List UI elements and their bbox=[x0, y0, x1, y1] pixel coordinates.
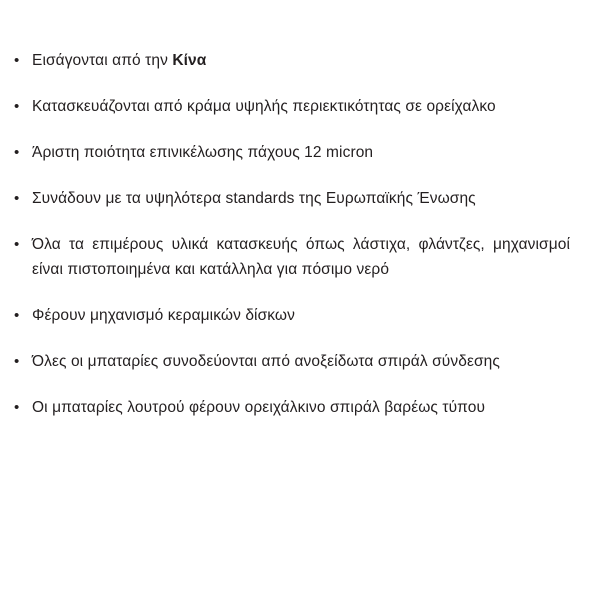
list-item-text bbox=[32, 349, 570, 374]
list-item-text bbox=[32, 186, 570, 211]
list-item bbox=[14, 94, 570, 119]
list-item-text-lead: Άριστη ποιότητα επινικέλωσης πάχους 12 micron bbox=[32, 144, 374, 161]
list-item-text-lead: Εισάγονται από την bbox=[32, 52, 173, 69]
list-item-text bbox=[32, 94, 570, 119]
bullet-icon: • bbox=[14, 52, 20, 69]
list-item-text-lead: Οι μπαταρίες λουτρού φέρουν ορειχάλκινο σπιράλ βαρέως τύπου bbox=[32, 399, 486, 416]
list-item bbox=[14, 303, 570, 328]
list-item bbox=[14, 395, 570, 420]
bullet-icon: • bbox=[14, 190, 20, 207]
bullet-icon: • bbox=[14, 353, 20, 370]
bullet-icon: • bbox=[14, 236, 20, 253]
list-item-text bbox=[32, 232, 570, 282]
list-item-text bbox=[32, 48, 570, 73]
list-item-text-lead: Όλες οι μπαταρίες συνοδεύονται από ανοξείδωτα σπιράλ σύνδεσης bbox=[32, 353, 500, 370]
list-item-emphasis: Κίνα bbox=[172, 52, 207, 69]
bullet-icon: • bbox=[14, 307, 20, 324]
list-item bbox=[14, 140, 570, 165]
list-item-text bbox=[32, 395, 570, 420]
list-item-text-lead: Όλα τα επιμέρους υλικά κατασκευής όπως λάστιχα, φλάντζες, μηχανισμοί είναι πιστοποιημένα και κατάλληλα για πόσιμο νερό bbox=[32, 236, 570, 278]
list-item bbox=[14, 186, 570, 211]
list-item-text-lead: Συνάδουν με τα υψηλότερα standards της Ευρωπαϊκής Ένωσης bbox=[32, 190, 476, 207]
bullet-icon: • bbox=[14, 144, 20, 161]
list-item bbox=[14, 48, 570, 73]
list-item bbox=[14, 349, 570, 374]
list-item-text-lead: Φέρουν μηχανισμό κεραμικών δίσκων bbox=[32, 307, 295, 324]
list-item-text-lead: Κατασκευάζονται από κράμα υψηλής περιεκτικότητας σε ορείχαλκο bbox=[32, 98, 496, 115]
list-item-text bbox=[32, 140, 570, 165]
feature-bullet-list bbox=[14, 48, 570, 420]
list-item bbox=[14, 232, 570, 282]
list-item-text bbox=[32, 303, 570, 328]
bullet-icon: • bbox=[14, 399, 20, 416]
bullet-icon: • bbox=[14, 98, 20, 115]
